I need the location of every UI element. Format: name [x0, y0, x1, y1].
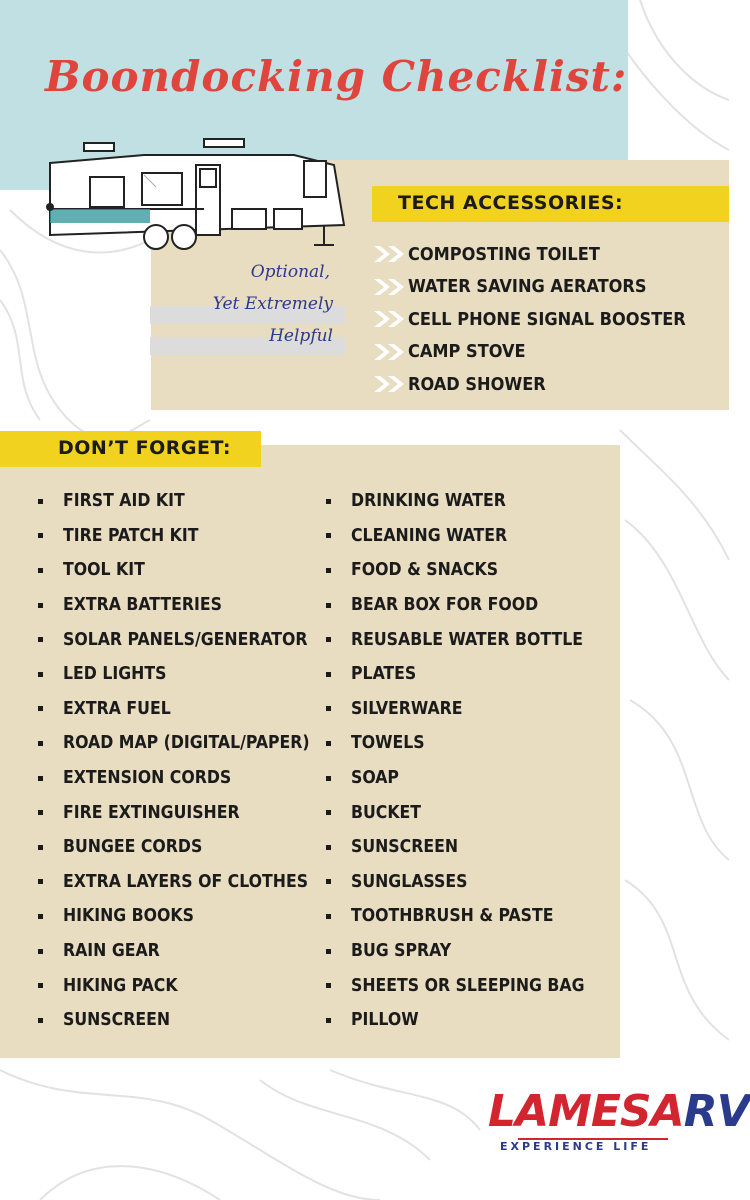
item-label: PLATES [351, 664, 417, 685]
optional-note-line-1: Optional, [250, 262, 330, 282]
item-label: ROAD MAP (DIGITAL/PAPER) [63, 733, 310, 754]
list-item [326, 588, 585, 623]
bullet-icon [326, 983, 331, 988]
page-title: Boondocking Checklist: [45, 52, 628, 101]
double-chevron-icon [372, 309, 406, 329]
list-item [372, 271, 686, 304]
list-item [326, 692, 585, 727]
double-chevron-icon [372, 342, 406, 362]
bullet-icon [326, 568, 331, 573]
tech-item-label: WATER SAVING AERATORS [408, 276, 647, 298]
list-item [326, 899, 585, 934]
item-label: BUG SPRAY [351, 941, 452, 962]
bullet-icon [38, 568, 43, 573]
bullet-icon [38, 499, 43, 504]
list-item [326, 795, 585, 830]
double-chevron-icon [372, 374, 406, 394]
item-label: HIKING BOOKS [63, 906, 194, 927]
bullet-icon [326, 810, 331, 815]
item-label: SOAP [351, 768, 399, 789]
logo-brand-right: RV [683, 1086, 750, 1137]
lamesa-rv-logo [488, 1086, 750, 1165]
bullet-icon [38, 741, 43, 746]
list-item [326, 553, 585, 588]
item-label: SOLAR PANELS/GENERATOR [63, 629, 308, 650]
item-label: TOOL KIT [63, 560, 145, 581]
list-item [38, 622, 310, 657]
item-label: FOOD & SNACKS [351, 560, 499, 581]
bullet-icon [326, 949, 331, 954]
item-label: EXTENSION CORDS [63, 768, 232, 789]
item-label: TOOTHBRUSH & PASTE [351, 906, 554, 927]
list-item [372, 368, 686, 401]
item-label: FIRE EXTINGUISHER [63, 802, 240, 823]
list-item [326, 622, 585, 657]
item-label: FIRST AID KIT [63, 491, 185, 512]
bullet-icon [326, 533, 331, 538]
dont-forget-left-column [38, 484, 310, 1038]
list-item [38, 553, 310, 588]
bullet-icon [326, 672, 331, 677]
list-item [38, 588, 310, 623]
item-label: LED LIGHTS [63, 664, 167, 685]
bullet-icon [326, 776, 331, 781]
list-item [326, 726, 585, 761]
item-label: CLEANING WATER [351, 525, 508, 546]
dont-forget-right-column [326, 484, 585, 1038]
bullet-icon [326, 1018, 331, 1023]
list-item [326, 519, 585, 554]
item-label: SHEETS OR SLEEPING BAG [351, 975, 585, 996]
tech-item-label: ROAD SHOWER [408, 373, 546, 395]
bullet-icon [326, 603, 331, 608]
list-item [38, 1003, 310, 1038]
bullet-icon [326, 845, 331, 850]
bullet-icon [38, 776, 43, 781]
item-label: REUSABLE WATER BOTTLE [351, 629, 584, 650]
list-item [38, 865, 310, 900]
item-label: BUCKET [351, 802, 422, 823]
tech-item-label: COMPOSTING TOILET [408, 243, 600, 265]
list-item [38, 795, 310, 830]
item-label: TIRE PATCH KIT [63, 525, 199, 546]
item-label: DRINKING WATER [351, 491, 506, 512]
item-label: SUNSCREEN [351, 837, 459, 858]
bullet-icon [326, 706, 331, 711]
list-item [326, 830, 585, 865]
optional-note-line-3: Helpful [269, 326, 333, 346]
fifth-wheel-rv-illustration [44, 135, 360, 253]
bullet-icon [38, 914, 43, 919]
bullet-icon [326, 741, 331, 746]
list-item [326, 1003, 585, 1038]
bullet-icon [326, 914, 331, 919]
item-label: SUNSCREEN [63, 1010, 171, 1031]
list-item [372, 238, 686, 271]
list-item [38, 761, 310, 796]
bullet-icon [38, 983, 43, 988]
item-label: BEAR BOX FOR FOOD [351, 595, 539, 616]
item-label: SUNGLASSES [351, 871, 468, 892]
bullet-icon [38, 1018, 43, 1023]
item-label: EXTRA FUEL [63, 698, 171, 719]
item-label: PILLOW [351, 1010, 419, 1031]
optional-note-line-2: Yet Extremely [212, 294, 333, 314]
tech-accessories-list [372, 238, 686, 401]
list-item [38, 484, 310, 519]
list-item [38, 899, 310, 934]
list-item [38, 968, 310, 1003]
bullet-icon [38, 879, 43, 884]
list-item [372, 336, 686, 369]
bullet-icon [38, 672, 43, 677]
tech-item-label: CELL PHONE SIGNAL BOOSTER [408, 308, 686, 330]
list-item [38, 726, 310, 761]
logo-brand-left: LAMESA [488, 1086, 684, 1137]
tech-item-label: CAMP STOVE [408, 341, 526, 363]
bullet-icon [38, 845, 43, 850]
bullet-icon [38, 949, 43, 954]
list-item [326, 761, 585, 796]
bullet-icon [326, 637, 331, 642]
dont-forget-heading: DON’T FORGET: [0, 431, 261, 467]
list-item [38, 519, 310, 554]
item-label: EXTRA LAYERS OF CLOTHES [63, 871, 309, 892]
item-label: SILVERWARE [351, 698, 463, 719]
logo-wordmark [488, 1086, 750, 1137]
bullet-icon [38, 603, 43, 608]
list-item [38, 692, 310, 727]
item-label: EXTRA BATTERIES [63, 595, 222, 616]
list-item [326, 968, 585, 1003]
bullet-icon [38, 637, 43, 642]
double-chevron-icon [372, 277, 406, 297]
list-item [326, 484, 585, 519]
list-item [38, 934, 310, 969]
list-item [372, 303, 686, 336]
list-item [38, 830, 310, 865]
bullet-icon [326, 879, 331, 884]
double-chevron-icon [372, 244, 406, 264]
bullet-icon [38, 533, 43, 538]
list-item [326, 934, 585, 969]
logo-tagline: EXPERIENCE LIFE [500, 1140, 652, 1153]
bullet-icon [326, 499, 331, 504]
item-label: BUNGEE CORDS [63, 837, 203, 858]
tech-accessories-heading: TECH ACCESSORIES: [372, 186, 729, 222]
list-item [326, 865, 585, 900]
list-item [326, 657, 585, 692]
list-item [38, 657, 310, 692]
item-label: TOWELS [351, 733, 425, 754]
item-label: RAIN GEAR [63, 941, 160, 962]
bullet-icon [38, 810, 43, 815]
bullet-icon [38, 706, 43, 711]
item-label: HIKING PACK [63, 975, 178, 996]
